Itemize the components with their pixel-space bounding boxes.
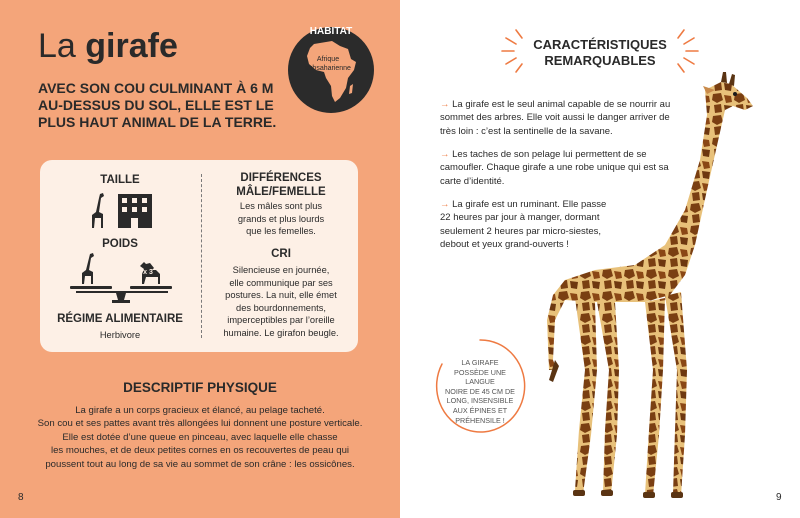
title-main: girafe <box>85 27 178 65</box>
fact-line: debout et yeux grand-ouverts ! <box>440 239 569 251</box>
fact-line: 22 heures par jour à manger, dormant <box>440 212 600 224</box>
note-line: LONG, INSENSIBLE <box>446 396 514 406</box>
characteristics-heading-line-1: CARACTÉRISTIQUES <box>533 37 667 52</box>
call-heading: CRI <box>271 248 291 260</box>
size-comparison-icon <box>84 190 156 230</box>
habitat-region-1: Afrique <box>316 56 340 63</box>
weight-multiplier: x 3 <box>143 269 153 276</box>
note-line: POSSÈDE UNE LANGUE <box>454 367 506 387</box>
description-line: Son cou et ses pattes avant très allongées lui donnent une posture verticale. <box>37 418 363 430</box>
call-text <box>204 264 358 339</box>
description-text <box>30 404 370 471</box>
call-line: postures. La nuit, elle émet <box>225 290 337 300</box>
description-line: les mouches, et de deux petites cornes en os recouvertes de peau qui <box>50 445 350 457</box>
note-line: AUX ÉPINES ET <box>452 405 508 415</box>
characteristics-heading-line-2: REMARQUABLES <box>544 53 656 68</box>
sex-difference-line: grands et plus lourds <box>237 213 325 224</box>
note-line: LA GIRAFE <box>461 358 499 367</box>
page-number-left: 8 <box>18 492 24 503</box>
size-heading: TAILLE <box>100 174 140 186</box>
weight-heading: POIDS <box>102 238 138 250</box>
weight-balance-icon <box>68 252 174 304</box>
sex-difference-text <box>204 200 358 238</box>
building-icon <box>118 194 152 228</box>
arrow-icon: → <box>440 149 450 160</box>
giraffe-body <box>547 82 753 496</box>
description-line: poussent tout au long de sa vie au sommet de son crâne : les ossicônes. <box>45 458 355 470</box>
giraffe-weight-icon <box>82 253 94 284</box>
note-line: NOIRE DE 45 CM DE <box>445 386 515 396</box>
call-line: des bourdonnements, <box>236 302 326 313</box>
sex-difference-heading-line-2: MÂLE/FEMELLE <box>236 186 326 198</box>
sex-difference-heading <box>204 171 358 199</box>
diet-text: Herbivore <box>99 330 141 340</box>
habitat-label: HABITAT <box>309 26 353 37</box>
fact-line: seulement 2 heures par micro-siestes, <box>440 225 602 237</box>
call-line: Silencieuse en journée, <box>232 265 330 275</box>
sex-difference-line: que les femelles. <box>246 226 316 236</box>
fact-line: La girafe est le seul animal capable de se nourrir au <box>452 99 671 110</box>
sex-difference-heading-line-1: DIFFÉRENCES <box>240 172 322 184</box>
fact-line: La girafe est un ruminant. Elle passe <box>452 199 607 210</box>
page-title <box>38 24 178 68</box>
subtitle: AVEC SON COU CULMINANT À 6 M AU-DESSUS DU SOL, ELLE EST LE PLUS HAUT ANIMAL DE LA TERRE. <box>38 80 277 130</box>
page-number-right: 9 <box>776 492 782 503</box>
fact-line: très loin : c’est la sentinelle de la savane. <box>440 125 613 137</box>
diet-heading: RÉGIME ALIMENTAIRE <box>57 313 183 325</box>
title-prefix: La <box>38 27 86 65</box>
description-line: La girafe a un corps gracieux et élancé, au pelage tacheté. <box>75 405 325 416</box>
fact-line: camoufler. Chaque girafe a une robe unique qui est sa <box>440 162 669 174</box>
habitat-badge <box>288 14 374 118</box>
giraffe-photo <box>535 70 785 510</box>
tongue-note <box>440 344 520 432</box>
facts-card <box>40 160 358 352</box>
sex-difference-line: Les mâles sont plus <box>239 201 323 211</box>
fact-line: carte d’identité. <box>440 175 505 187</box>
giraffe-silhouette-icon <box>92 193 104 228</box>
ossicone-icon <box>721 72 727 83</box>
call-line: elle communique par ses <box>229 277 333 288</box>
call-line: humaine. Le girafon beugle. <box>223 327 339 338</box>
description-heading: DESCRIPTIF PHYSIQUE <box>123 380 277 395</box>
right-page <box>400 0 800 518</box>
fact-line: sommet des arbres. Elle voit aussi le danger arriver de <box>440 112 670 124</box>
arrow-icon: → <box>440 199 450 210</box>
characteristics-heading <box>528 37 672 69</box>
note-line: PRÉHENSILE ! <box>455 415 505 425</box>
arrow-icon: → <box>440 99 450 110</box>
habitat-region-2: subsaharienne <box>305 65 351 72</box>
description-line: Elle est dotée d’une queue en pinceau, avec laquelle elle chasse <box>62 431 338 443</box>
card-divider <box>201 174 202 338</box>
call-line: imperceptibles par l’oreille <box>227 315 335 325</box>
fact-line: Les taches de son pelage lui permettent de se <box>452 149 647 160</box>
